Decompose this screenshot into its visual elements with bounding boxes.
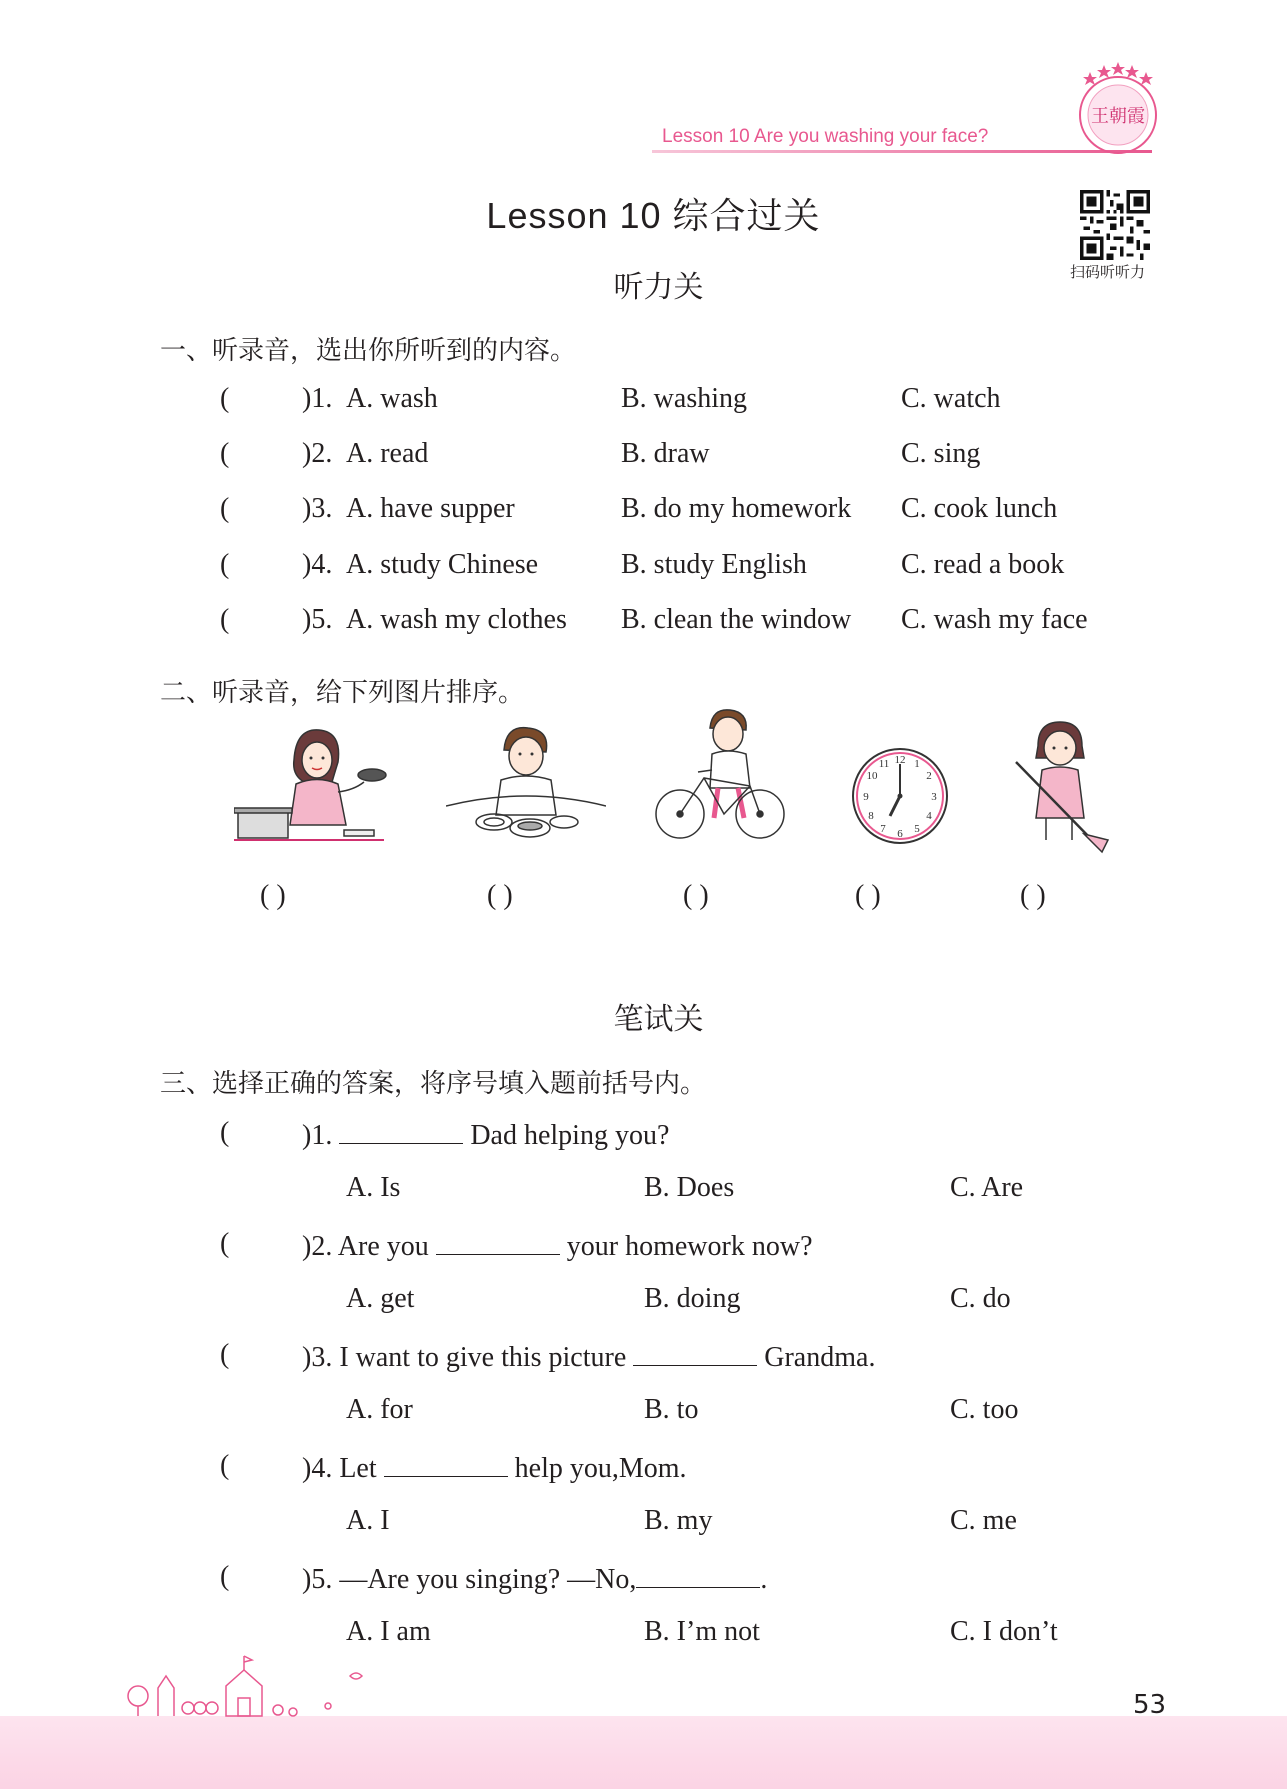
- listening-item: ( )2. A. read B. draw C. sing: [220, 438, 981, 469]
- option-b: B. study English: [621, 549, 807, 580]
- option-a: A. have supper: [346, 493, 515, 524]
- answer-paren[interactable]: (: [220, 604, 230, 635]
- svg-text:11: 11: [878, 758, 890, 770]
- option-c: C. watch: [901, 383, 1001, 414]
- option-c: C. read a book: [901, 549, 1065, 580]
- picture-boy-eating: [446, 720, 606, 850]
- option-c: C. cook lunch: [901, 493, 1058, 524]
- section3-title: 三、选择正确的答案，将序号填入题前括号内。: [160, 1069, 707, 1099]
- answer-paren[interactable]: (: [220, 438, 230, 469]
- option-a: A. I: [346, 1505, 390, 1536]
- fill-blank[interactable]: [633, 1339, 757, 1366]
- writing-heading: 笔试关: [613, 1002, 704, 1037]
- options-row: [346, 1505, 1196, 1545]
- fill-blank[interactable]: [636, 1561, 760, 1588]
- svg-text:2: 2: [926, 770, 932, 782]
- svg-text:6: 6: [897, 828, 903, 840]
- option-c: C. me: [950, 1505, 1017, 1536]
- options-row: [346, 1283, 1196, 1323]
- page-number: 53: [1133, 1690, 1167, 1720]
- question-text: )5. —Are you singing? —No, .: [302, 1561, 767, 1596]
- answer-paren[interactable]: (: [220, 1450, 230, 1481]
- section1-title: 一、听录音，选出你所听到的内容。: [160, 336, 577, 366]
- svg-text:12: 12: [894, 754, 906, 766]
- option-a: A. wash my clothes: [346, 604, 567, 635]
- order-paren[interactable]: ( ): [855, 880, 881, 911]
- question-text: )4. Let help you,Mom.: [302, 1450, 687, 1485]
- svg-text:3: 3: [931, 791, 937, 803]
- option-b: B. to: [644, 1394, 699, 1425]
- picture-woman-cooking: [234, 720, 394, 850]
- answer-paren[interactable]: (: [220, 493, 230, 524]
- fill-blank[interactable]: [436, 1228, 560, 1255]
- picture-girl-sweeping: [1012, 718, 1112, 858]
- fill-blank[interactable]: [384, 1450, 508, 1477]
- option-b: B. I’m not: [644, 1616, 760, 1647]
- option-c: C. I don’t: [950, 1616, 1058, 1647]
- option-a: A. study Chinese: [346, 549, 539, 580]
- svg-text:10: 10: [866, 770, 878, 782]
- option-b: B. my: [644, 1505, 713, 1536]
- option-b: B. draw: [621, 438, 710, 469]
- options-row: [346, 1616, 1196, 1656]
- option-c: C. Are: [950, 1172, 1024, 1203]
- qr-caption: 扫码听听力: [1070, 263, 1146, 281]
- option-c: C. too: [950, 1394, 1019, 1425]
- question-row: [220, 1339, 1170, 1379]
- svg-text:王朝霞: 王朝霞: [1091, 106, 1145, 127]
- order-paren[interactable]: ( ): [683, 880, 709, 911]
- option-a: A. for: [346, 1394, 413, 1425]
- picture-clock-seven: [850, 746, 950, 846]
- question-text: )3. I want to give this picture Grandma.: [302, 1339, 875, 1374]
- section2-title: 二、听录音，给下列图片排序。: [160, 678, 525, 708]
- options-row: [346, 1172, 1196, 1212]
- question-row: [220, 1561, 1170, 1601]
- svg-text:1: 1: [914, 758, 920, 770]
- question-row: [220, 1117, 1170, 1157]
- svg-text:7: 7: [880, 823, 886, 835]
- option-a: A. I am: [346, 1616, 431, 1647]
- svg-text:4: 4: [926, 810, 932, 822]
- option-b: B. doing: [644, 1283, 741, 1314]
- listening-item: ( )3. A. have supper B. do my homework C. cook lunch: [220, 493, 1058, 524]
- option-c: C. do: [950, 1283, 1011, 1314]
- option-b: B. washing: [621, 383, 747, 414]
- answer-paren[interactable]: (: [220, 1339, 230, 1370]
- svg-text:8: 8: [868, 810, 874, 822]
- answer-paren[interactable]: (: [220, 1228, 230, 1259]
- order-paren[interactable]: ( ): [260, 880, 286, 911]
- option-c: C. wash my face: [901, 604, 1088, 635]
- option-b: B. clean the window: [621, 604, 852, 635]
- qr-code-icon[interactable]: [1080, 190, 1150, 260]
- options-row: [346, 1394, 1196, 1434]
- question-text: )2. Are you your homework now?: [302, 1228, 813, 1263]
- option-a: A. get: [346, 1283, 415, 1314]
- option-a: A. read: [346, 438, 429, 469]
- question-row: [220, 1228, 1170, 1268]
- publisher-logo: [1068, 60, 1168, 160]
- footer-band: [0, 1716, 1287, 1789]
- answer-paren[interactable]: (: [220, 383, 230, 414]
- order-paren[interactable]: ( ): [487, 880, 513, 911]
- svg-text:5: 5: [914, 823, 920, 835]
- question-text: )1. Dad helping you?: [302, 1117, 669, 1152]
- option-b: B. Does: [644, 1172, 735, 1203]
- picture-boy-bicycle: [654, 706, 790, 846]
- listening-item: ( )4. A. study Chinese B. study English C. read a book: [220, 549, 1065, 580]
- town-decoration-icon: [118, 1648, 458, 1718]
- listening-item: ( )5. A. wash my clothes B. clean the window C. wash my face: [220, 604, 1088, 635]
- option-c: C. sing: [901, 438, 981, 469]
- order-paren[interactable]: ( ): [1020, 880, 1046, 911]
- lesson-title: Lesson 10 综合过关: [486, 195, 821, 236]
- fill-blank[interactable]: [339, 1117, 463, 1144]
- running-header: Lesson 10 Are you washing your face?: [662, 126, 989, 147]
- answer-paren[interactable]: (: [220, 549, 230, 580]
- svg-text:9: 9: [863, 791, 869, 803]
- option-a: A. Is: [346, 1172, 401, 1203]
- answer-paren[interactable]: (: [220, 1117, 230, 1148]
- answer-paren[interactable]: (: [220, 1561, 230, 1592]
- question-row: [220, 1450, 1170, 1490]
- option-a: A. wash: [346, 383, 438, 414]
- listening-item: ( )1. A. wash B. washing C. watch: [220, 383, 1001, 414]
- option-b: B. do my homework: [621, 493, 852, 524]
- listening-heading: 听力关: [613, 270, 704, 305]
